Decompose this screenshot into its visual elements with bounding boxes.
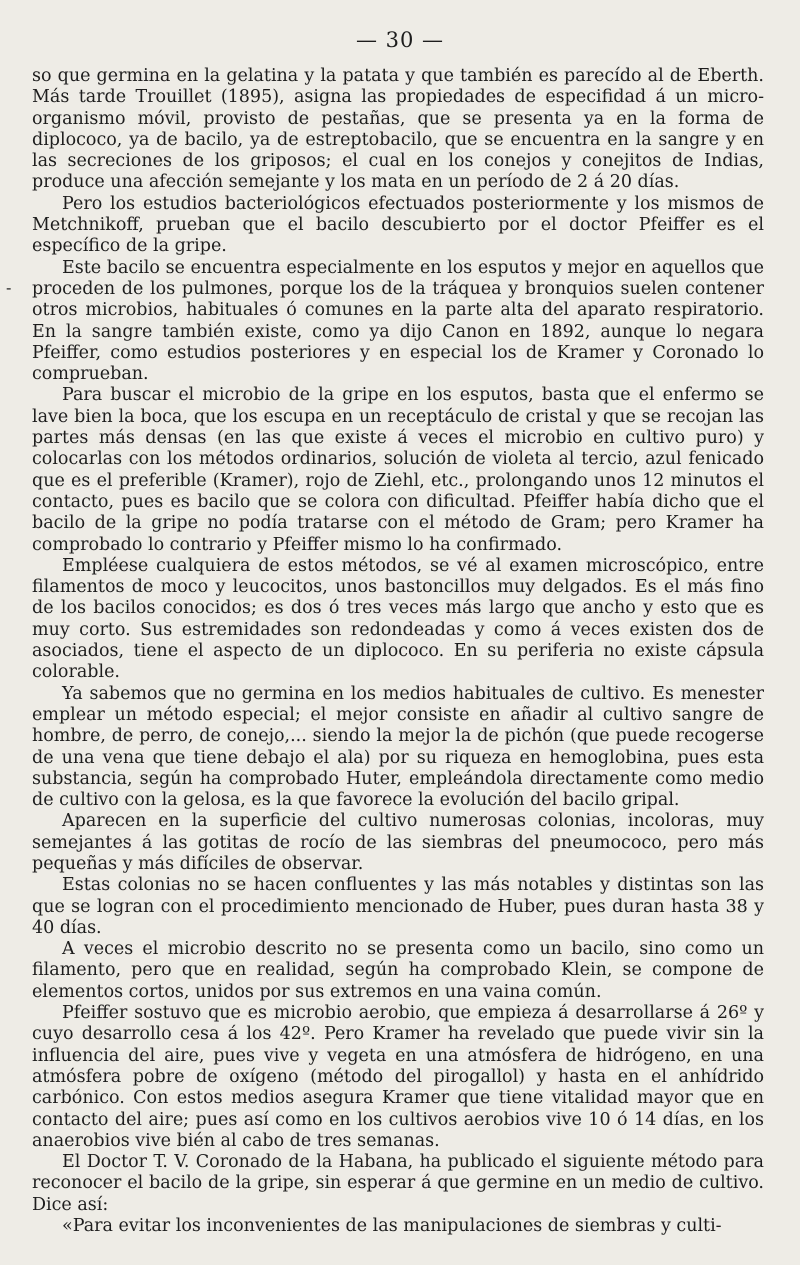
paragraph-6: Ya sabemos que no germina en los medios habituales de cultivo. Es menester emplear un método especial; el mejor consiste en añadir al cultivo sangre de hombre, de perro, de conejo,... siendo la mejor la de pichón (que puede recogerse de una vena que tiene debajo el ala) por su riqueza en hemoglobina, pues esta substancia, según ha comprobado Huter, empleándola directamente como medio de cultivo con la gelosa, es la que favorece la evolución del bacilo gripal. — [32, 683, 764, 811]
paragraph-3: Este bacilo se encuentra especialmente en los esputos y mejor en aquellos que proceden de los pulmones, porque los de la tráquea y bronquios suelen contener otros microbios, habituales ó comunes en la parte alta del aparato respiratorio. En la sangre también existe, como ya dijo Canon en 1892, aunque lo negara Pfeiffer, como estudios posteriores y en especial los de Kramer y Coronado lo comprueban. — [32, 257, 764, 385]
paragraph-10: Pfeiffer sostuvo que es microbio aerobio, que empieza á desarrollarse á 26º y cuyo desarrollo cesa á los 42º. Pero Kramer ha revelado que puede vivir sin la influencia del aire, pues vive y vegeta en una atmósfera de hidrógeno, en una atmósfera pobre de oxígeno (método del pirogallol) y hasta en el anhídrido carbónico. Con estos medios asegura Kramer que tiene vitalidad mayor que en contacto del aire; pues así como en los cultivos aerobios vive 10 ó 14 días, en los anaerobios vive bién al cabo de tres semanas. — [32, 1003, 764, 1151]
paragraph-8: Estas colonias no se hacen confluentes y las más notables y distintas son las que se logran con el procedimiento mencionado de Huber, pues duran hasta 38 y 40 días. — [32, 875, 764, 938]
margin-mark: - — [6, 278, 12, 297]
paragraph-7: Aparecen en la superficie del cultivo numerosas colonias, incoloras, muy semejantes á las gotitas de rocío de las siembras del pneumococo, pero más pequeñas y más difíciles de observar. — [32, 811, 764, 874]
page-number: — 30 — — [355, 28, 445, 52]
paragraph-4: Para buscar el microbio de la gripe en los esputos, basta que el enfermo se lave bien la boca, que los escupa en un receptáculo de cristal y que se recojan las partes más densas (en las que existe á veces el microbio en cultivo puro) y colocarlas con los métodos ordinarios, solución de violeta al tercio, azul fenicado que es el preferible (Kramer), rojo de Ziehl, etc., prolongando unos 12 minutos el contacto, pues es bacilo que se colora con dificultad. Pfeiffer había dicho que el bacilo de la gripe no podía tratarse con el método de Gram; pero Kramer ha comprobado lo contrario y Pfeiffer mismo lo ha confirmado. — [32, 385, 764, 555]
paragraph-5: Empléese cualquiera de estos métodos, se vé al examen microscópico, entre filamentos de moco y leucocitos, unos bastoncillos muy delgados. Es el más fino de los bacilos conocidos; es dos ó tres veces más largo que ancho y esto que es muy corto. Sus estremidades son redondeadas y como á veces existen dos de asociados, tiene el aspecto de un diplococo. En su periferia no existe cápsula colorable. — [32, 555, 764, 683]
paragraph-12: «Para evitar los inconvenientes de las manipulaciones de siembras y culti- — [62, 1216, 722, 1237]
page-body-text — [32, 66, 764, 1237]
paragraph-1: so que germina en la gelatina y la patata y que también es parecído al de Eberth. Más tarde Trouillet (1895), asigna las propiedades de especifidad á un micro-organismo móvil, provisto de pestañas, que se presenta ya en la forma de diplococo, ya de bacilo, ya de estreptobacilo, que se encuentra en la sangre y en las secreciones de los griposos; el cual en los conejos y conejitos de Indias, produce una afección semejante y los mata en un período de 2 á 20 días. — [32, 66, 764, 193]
paragraph-2: Pero los estudios bacteriológicos efectuados posteriormente y los mismos de Metchnikoff, prueban que el bacilo descubierto por el doctor Pfeiffer es el específico de la gripe. — [32, 193, 764, 257]
paragraph-11: El Doctor T. V. Coronado de la Habana, ha publicado el siguiente método para reconocer el bacilo de la gripe, sin esperar á que germine en un medio de cultivo. Dice así: — [32, 1152, 764, 1215]
paragraph-9: A veces el microbio descrito no se presenta como un bacilo, sino como un filamento, pero que en realidad, según ha comprobado Klein, se compone de elementos cortos, unidos por sus extremos en una vaina común. — [32, 939, 764, 1002]
